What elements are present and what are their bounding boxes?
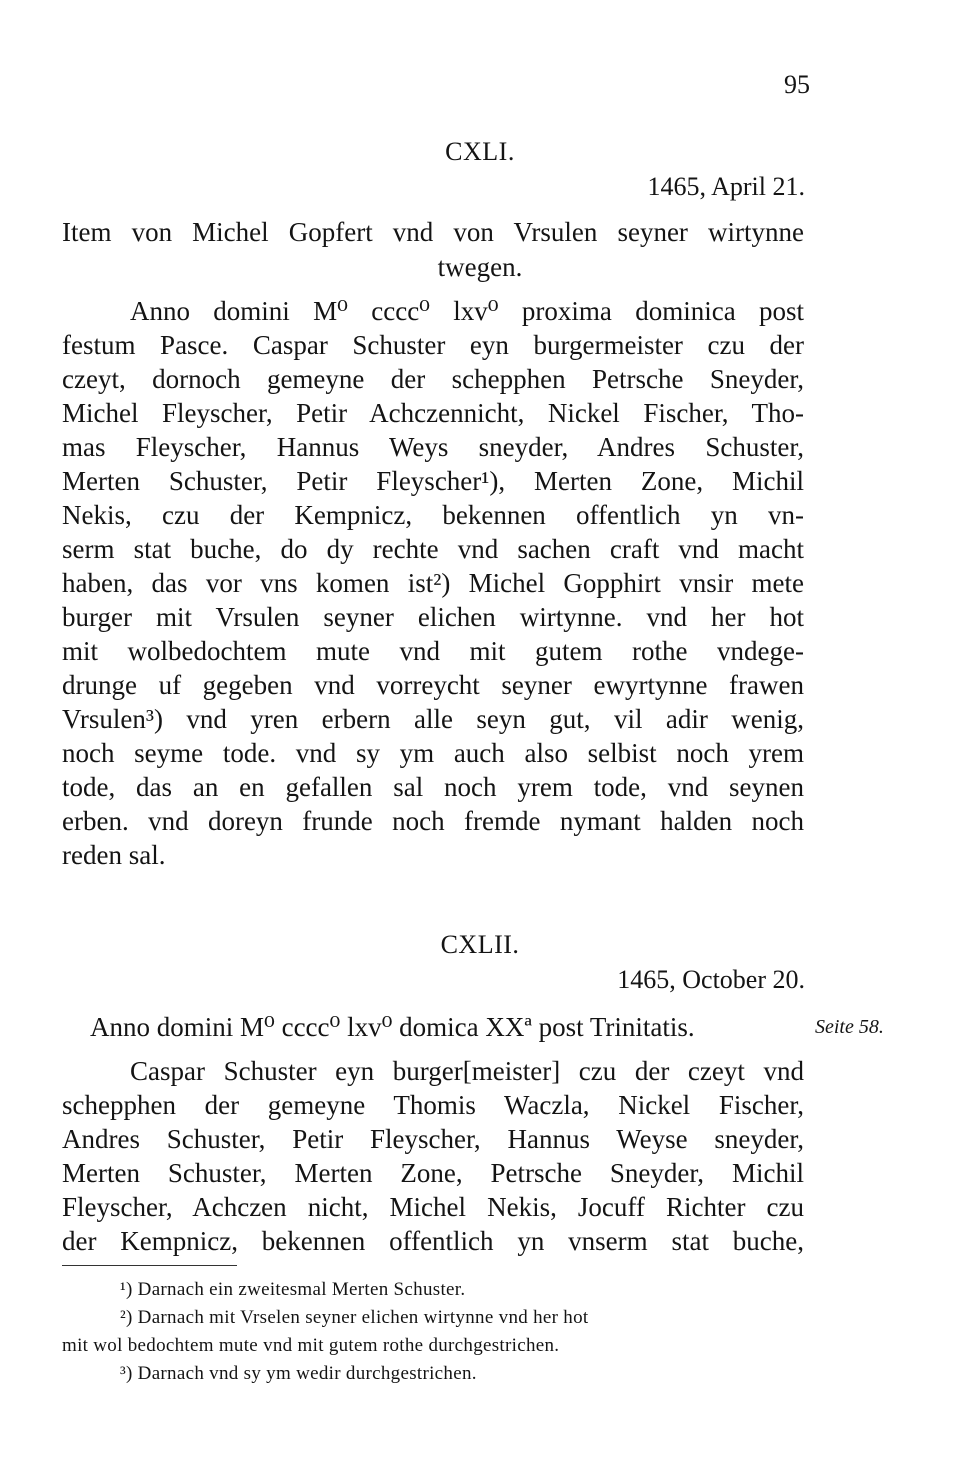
body-line: mit wolbedochtem mute vnd mit gutem rothe vndege- — [62, 636, 804, 666]
section-number: CXLII. — [440, 930, 520, 959]
body-line: Fleyscher, Achczen nicht, Michel Nekis, Jocuff Richter czu — [62, 1192, 804, 1222]
body-line: czeyt, dornoch gemeyne der schepphen Petrsche Sneyder, — [62, 364, 804, 394]
section-title-line: Item von Michel Gopfert vnd von Vrsulen seyner wirtynne — [62, 217, 804, 247]
body-line: mas Fleyscher, Hannus Weys sneyder, Andres Schuster, — [62, 432, 804, 462]
footnote-continuation: mit wol bedochtem mute vnd mit gutem rothe durchgestrichen. — [62, 1335, 560, 1356]
section-date: 1465, October 20. — [617, 965, 805, 994]
body-line: Nekis, czu der Kempnicz, bekennen offentlich yn vn- — [62, 500, 804, 530]
footnote: ¹) Darnach ein zweitesmal Merten Schuster. — [120, 1279, 466, 1300]
body-line: serm stat buche, do dy rechte vnd sachen craft vnd macht — [62, 534, 804, 564]
footnote: ³) Darnach vnd sy ym wedir durchgestrichen. — [120, 1363, 477, 1384]
body-line: Caspar Schuster eyn burger[meister] czu der czeyt vnd — [130, 1056, 804, 1086]
body-line: tode, das an en gefallen sal noch yrem tode, vnd seynen — [62, 772, 804, 802]
body-line: Merten Schuster, Petir Fleyscher¹), Merten Zone, Michil — [62, 466, 804, 496]
section-number: CXLI. — [445, 137, 515, 166]
body-line: festum Pasce. Caspar Schuster eyn burgermeister czu der — [62, 330, 804, 360]
body-line: Anno domini M⁰ cccc⁰ lxv⁰ domica XXª post Trinitatis. — [90, 1012, 695, 1042]
page-number: 95 — [784, 70, 810, 99]
body-line: Vrsulen³) vnd yren erbern alle seyn gut, vil adir wenig, — [62, 704, 804, 734]
body-line: der Kempnicz, bekennen offentlich yn vnserm stat buche, — [62, 1226, 804, 1256]
body-line: drunge uf gegeben vnd vorreycht seyner ewyrtynne frawen — [62, 670, 804, 700]
body-line: erben. vnd doreyn frunde noch fremde nymant halden noch — [62, 806, 804, 836]
body-line: Michel Fleyscher, Petir Achczennicht, Nickel Fischer, Tho- — [62, 398, 804, 428]
body-line: schepphen der gemeyne Thomis Waczla, Nickel Fischer, — [62, 1090, 804, 1120]
section-title-line: twegen. — [437, 252, 523, 282]
footnote-divider — [62, 1265, 237, 1266]
footnote: ²) Darnach mit Vrselen seyner elichen wirtynne vnd her hot — [120, 1307, 589, 1328]
body-line: Anno domini M⁰ cccc⁰ lxv⁰ proxima dominica post — [130, 296, 804, 326]
body-line: haben, das vor vns komen ist²) Michel Gopphirt vnsir mete — [62, 568, 804, 598]
body-line: burger mit Vrsulen seyner elichen wirtynne. vnd her hot — [62, 602, 804, 632]
body-line: reden sal. — [62, 840, 166, 870]
body-line: Andres Schuster, Petir Fleyscher, Hannus Weyse sneyder, — [62, 1124, 804, 1154]
section-date: 1465, April 21. — [647, 172, 805, 201]
margin-note: Seite 58. — [815, 1016, 884, 1038]
body-line: noch seyme tode. vnd sy ym auch also selbist noch yrem — [62, 738, 804, 768]
body-line: Merten Schuster, Merten Zone, Petrsche Sneyder, Michil — [62, 1158, 804, 1188]
